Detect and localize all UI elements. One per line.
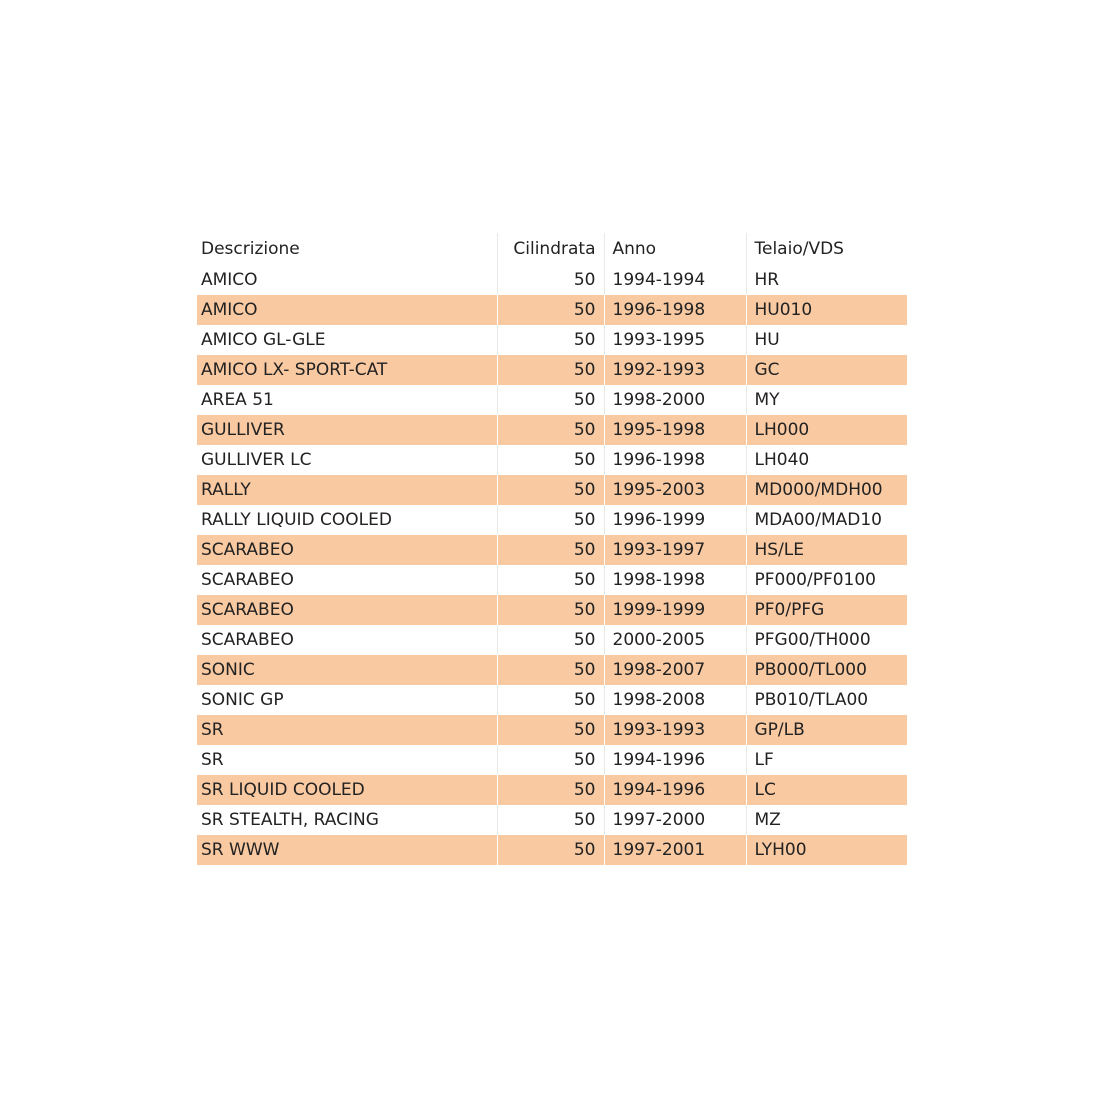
- cell-telaio: HS/LE: [746, 535, 907, 565]
- cell-cilindrata: 50: [497, 835, 604, 865]
- cell-descrizione: SCARABEO: [201, 630, 294, 650]
- cell-telaio: HU010: [746, 295, 907, 325]
- cell-telaio: PFG00/TH000: [746, 625, 907, 655]
- table-row: [197, 565, 907, 595]
- cell-cilindrata: 50: [497, 775, 604, 805]
- cell-cilindrata: 50: [497, 565, 604, 595]
- cell-anno: 1998-1998: [604, 565, 746, 595]
- cell-descrizione: SCARABEO: [197, 595, 497, 625]
- cell-anno: 1998-2007: [604, 655, 746, 685]
- cell-anno: 1997-2001: [604, 835, 746, 865]
- header-anno: Anno: [604, 233, 746, 265]
- cell-telaio: GP/LB: [746, 715, 907, 745]
- cell-anno: 1993-1995: [604, 325, 746, 355]
- cell-cilindrata: 50: [497, 685, 604, 715]
- cell-cilindrata: 50: [497, 355, 604, 385]
- cell-anno: 1996-1998: [604, 295, 746, 325]
- cell-cilindrata: 50: [497, 265, 604, 295]
- cell-cilindrata: 50: [497, 505, 604, 535]
- table-row: [197, 685, 907, 715]
- cell-telaio: PB010/TLA00: [746, 685, 907, 715]
- cell-anno: 1992-1993: [604, 355, 746, 385]
- model-table-container: [197, 233, 907, 865]
- cell-telaio: MDA00/MAD10: [746, 505, 907, 535]
- header-telaio: Telaio/VDS: [746, 233, 907, 265]
- cell-anno: 1994-1996: [604, 775, 746, 805]
- cell-descrizione: SR: [201, 750, 224, 770]
- cell-cilindrata: 50: [497, 715, 604, 745]
- cell-anno: 1996-1999: [604, 505, 746, 535]
- table-row: [197, 505, 907, 535]
- cell-telaio: GC: [746, 355, 907, 385]
- cell-telaio: LH000: [746, 415, 907, 445]
- cell-telaio: HR: [746, 265, 907, 295]
- cell-cilindrata: 50: [497, 295, 604, 325]
- table-body: [197, 265, 907, 865]
- cell-telaio: LYH00: [746, 835, 907, 865]
- cell-telaio: PF0/PFG: [746, 595, 907, 625]
- table-row: [197, 265, 907, 295]
- model-table: [197, 233, 907, 865]
- table-row: [197, 805, 907, 835]
- table-row: [197, 655, 907, 685]
- header-row: [197, 233, 907, 265]
- cell-cilindrata: 50: [497, 415, 604, 445]
- cell-telaio: MY: [746, 385, 907, 415]
- table-row: [197, 355, 907, 385]
- header-cilindrata: Cilindrata: [497, 233, 604, 265]
- cell-descrizione: SR STEALTH, RACING: [201, 810, 379, 830]
- cell-anno: 1997-2000: [604, 805, 746, 835]
- cell-descrizione: AMICO GL-GLE: [201, 330, 326, 350]
- table-row: [197, 595, 907, 625]
- cell-descrizione: RALLY LIQUID COOLED: [201, 510, 392, 530]
- table-row: [197, 325, 907, 355]
- cell-descrizione: SR: [197, 715, 497, 745]
- cell-anno: 1998-2000: [604, 385, 746, 415]
- cell-descrizione: RALLY: [197, 475, 497, 505]
- cell-descrizione: SCARABEO: [197, 535, 497, 565]
- cell-descrizione: AREA 51: [201, 390, 274, 410]
- cell-descrizione: SONIC GP: [201, 690, 284, 710]
- cell-anno: 2000-2005: [604, 625, 746, 655]
- table-row: [197, 775, 907, 805]
- cell-anno: 1995-1998: [604, 415, 746, 445]
- cell-telaio: PF000/PF0100: [746, 565, 907, 595]
- cell-telaio: LH040: [746, 445, 907, 475]
- cell-descrizione: SONIC: [197, 655, 497, 685]
- cell-telaio: LC: [746, 775, 907, 805]
- cell-cilindrata: 50: [497, 745, 604, 775]
- cell-descrizione: GULLIVER LC: [201, 450, 312, 470]
- cell-telaio: MZ: [746, 805, 907, 835]
- cell-descrizione: SCARABEO: [201, 570, 294, 590]
- cell-cilindrata: 50: [497, 535, 604, 565]
- cell-telaio: LF: [746, 745, 907, 775]
- cell-descrizione: SR WWW: [197, 835, 497, 865]
- cell-descrizione: AMICO LX- SPORT-CAT: [197, 355, 497, 385]
- cell-telaio: HU: [746, 325, 907, 355]
- cell-descrizione: AMICO: [197, 295, 497, 325]
- table-row: [197, 535, 907, 565]
- table-row: [197, 715, 907, 745]
- cell-descrizione: GULLIVER: [197, 415, 497, 445]
- cell-anno: 1995-2003: [604, 475, 746, 505]
- table-row: [197, 745, 907, 775]
- cell-telaio: MD000/MDH00: [746, 475, 907, 505]
- cell-cilindrata: 50: [497, 325, 604, 355]
- table-row: [197, 835, 907, 865]
- cell-cilindrata: 50: [497, 655, 604, 685]
- cell-anno: 1994-1996: [604, 745, 746, 775]
- cell-anno: 1998-2008: [604, 685, 746, 715]
- header-descrizione: Descrizione: [201, 239, 300, 259]
- cell-descrizione: SR LIQUID COOLED: [197, 775, 497, 805]
- cell-descrizione: AMICO: [201, 270, 258, 290]
- table-row: [197, 385, 907, 415]
- cell-cilindrata: 50: [497, 595, 604, 625]
- table-header: [197, 233, 907, 265]
- cell-cilindrata: 50: [497, 805, 604, 835]
- table-row: [197, 475, 907, 505]
- cell-anno: 1996-1998: [604, 445, 746, 475]
- cell-anno: 1994-1994: [604, 265, 746, 295]
- cell-cilindrata: 50: [497, 625, 604, 655]
- cell-anno: 1999-1999: [604, 595, 746, 625]
- cell-anno: 1993-1993: [604, 715, 746, 745]
- table-row: [197, 415, 907, 445]
- cell-cilindrata: 50: [497, 475, 604, 505]
- table-row: [197, 295, 907, 325]
- table-row: [197, 445, 907, 475]
- cell-anno: 1993-1997: [604, 535, 746, 565]
- cell-telaio: PB000/TL000: [746, 655, 907, 685]
- cell-cilindrata: 50: [497, 385, 604, 415]
- table-row: [197, 625, 907, 655]
- cell-cilindrata: 50: [497, 445, 604, 475]
